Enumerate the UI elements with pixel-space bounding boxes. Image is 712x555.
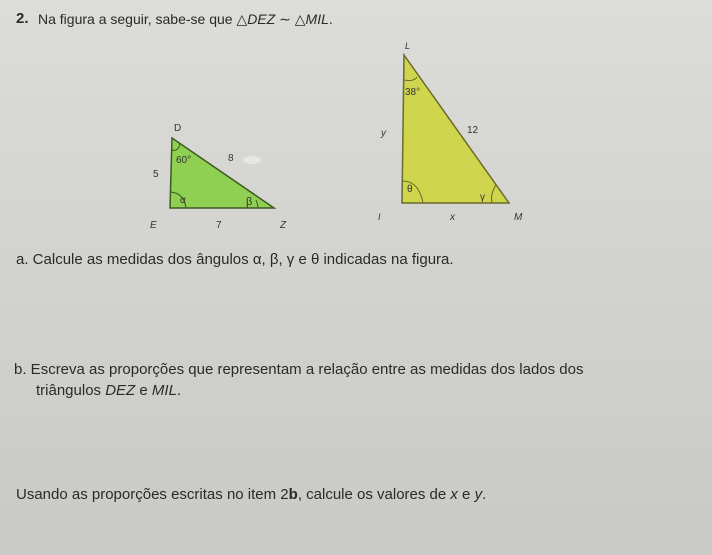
- item-a: [16, 251, 454, 268]
- vertex-label-l: L: [405, 41, 411, 51]
- side-label-dz: 8: [228, 153, 234, 164]
- item-b-tri1: DEZ: [105, 382, 136, 399]
- item-c: [16, 486, 486, 503]
- side-label-ez: 7: [216, 220, 222, 231]
- side-label-lm: 12: [467, 125, 479, 136]
- item-c-var-x: x: [450, 486, 458, 503]
- intro-text-after: .: [328, 11, 333, 27]
- angle-label-e: α: [180, 195, 186, 206]
- angle-label-d: 60°: [176, 155, 192, 166]
- item-a-prefix: a.: [16, 251, 29, 268]
- intro-triangle-mil: △MIL: [294, 11, 329, 27]
- vertex-label-m: M: [514, 212, 523, 223]
- angle-label-m: γ: [480, 192, 485, 203]
- item-b-text2-mid: e: [135, 382, 152, 399]
- vertex-label-i: I: [378, 212, 381, 222]
- side-label-de: 5: [153, 169, 159, 180]
- eraser-smudge: [243, 156, 261, 164]
- item-b-line1: [14, 359, 704, 380]
- item-c-var-y: y: [474, 486, 483, 503]
- item-c-end: .: [482, 486, 487, 503]
- item-b: [14, 359, 704, 401]
- triangles-figure: [0, 0, 712, 250]
- angle-label-z: β: [246, 196, 253, 208]
- intro-triangle-dez: △DEZ: [236, 11, 276, 27]
- vertex-label-z: Z: [280, 220, 287, 231]
- intro-similar-symbol: ∼: [275, 11, 295, 27]
- question-number: 2.: [16, 10, 29, 27]
- item-b-tri2: MIL: [151, 382, 177, 399]
- item-c-after: , calcule os valores de: [297, 486, 451, 503]
- item-b-prefix: b.: [14, 361, 27, 378]
- item-b-text2-after: .: [176, 382, 182, 399]
- triangle-mil-shape: [402, 55, 509, 203]
- angle-label-i: θ: [407, 184, 413, 195]
- side-label-li: y: [381, 128, 386, 139]
- item-c-before: Usando as proporções escritas no item 2: [16, 486, 289, 503]
- intro-text-before: Na figura a seguir, sabe-se que: [38, 11, 237, 27]
- item-c-bold: b: [288, 486, 298, 503]
- vertex-label-e: E: [150, 220, 157, 231]
- item-a-text: Calcule as medidas dos ângulos α, β, γ e θ indicadas na figura.: [28, 251, 454, 268]
- vertex-label-d: D: [174, 123, 182, 134]
- angle-label-l: 38°: [405, 87, 421, 98]
- item-b-text1: Escreva as proporções que representam a relação entre as medidas dos lados dos: [26, 361, 584, 378]
- item-c-mid: e: [457, 486, 475, 503]
- item-b-line2: [14, 380, 704, 401]
- item-b-text2-before: triângulos: [36, 382, 106, 399]
- side-label-im: x: [450, 212, 455, 223]
